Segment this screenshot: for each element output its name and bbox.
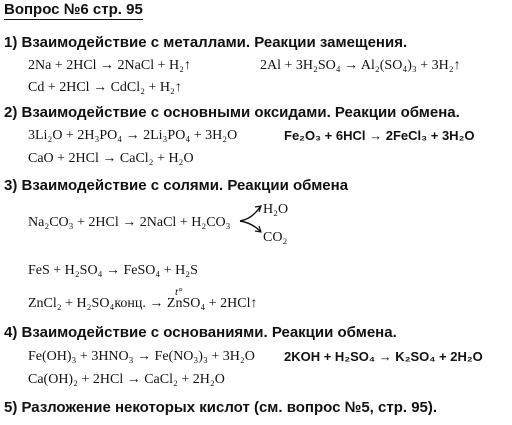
section-4-heading: 4) Взаимодействие с основаниями. Реакции обмена. bbox=[4, 324, 397, 341]
page-title: Вопрос №6 стр. 95 bbox=[4, 1, 143, 18]
section-5-heading: 5) Разложение некоторых кислот (см. вопрос №5, стр. 95). bbox=[4, 399, 438, 416]
equation-fes-h2so4: FeS + H₂SO₄ → FeSO₄ + H₂S bbox=[28, 263, 198, 278]
product-co2: CO₂ bbox=[263, 230, 288, 245]
equation-li2o-h3po4: 3Li₂O + 2H₃PO₄ → 2Li₃PO₄ + 3H₂O bbox=[28, 128, 238, 143]
equation-cao-hcl: CaO + 2HCl → CaCl₂ + H₂O bbox=[28, 151, 194, 166]
equation-na2co3-hcl: Na₂CO₃ + 2HCl → 2NaCl + H₂CO₃ bbox=[28, 215, 231, 230]
section-3-heading: 3) Взаимодействие с солями. Реакции обмена bbox=[4, 177, 349, 194]
equation-feoh3-hno3: Fe(OH)₃ + 3HNO₃ → Fe(NO₃)₃ + 3H₂O bbox=[28, 349, 255, 364]
section-1-heading: 1) Взаимодействие с металлами. Реакции замещения. bbox=[4, 34, 408, 51]
equation-al-h2so4: 2Al + 3H₂SO₄ → Al₂(SO₄)₃ + 3H₂↑ bbox=[260, 58, 461, 73]
equation-koh-h2so4: 2KOH + H₂SO₄ → K₂SO₄ + 2H₂O bbox=[284, 349, 483, 364]
heating-condition: t° bbox=[175, 286, 183, 298]
equation-cd-hcl: Cd + 2HCl → CdCl₂ + H₂↑ bbox=[28, 80, 182, 95]
product-water: H₂O bbox=[263, 202, 289, 217]
equation-zncl2-h2so4: ZnCl₂ + H₂SO₄конц. → ZnSO₄ + 2HCl↑ bbox=[28, 296, 258, 311]
equation-fe2o3-hcl: Fe₂O₃ + 6HCl → 2FeCl₃ + 3H₂O bbox=[284, 128, 475, 143]
section-2-heading: 2) Взаимодействие с основными оксидами. Реакции обмена. bbox=[4, 104, 460, 121]
equation-na-hcl: 2Na + 2HCl → 2NaCl + H₂↑ bbox=[28, 58, 191, 73]
equation-caoh2-hcl: Ca(OH)₂ + 2HCl → CaCl₂ + 2H₂O bbox=[28, 372, 225, 387]
